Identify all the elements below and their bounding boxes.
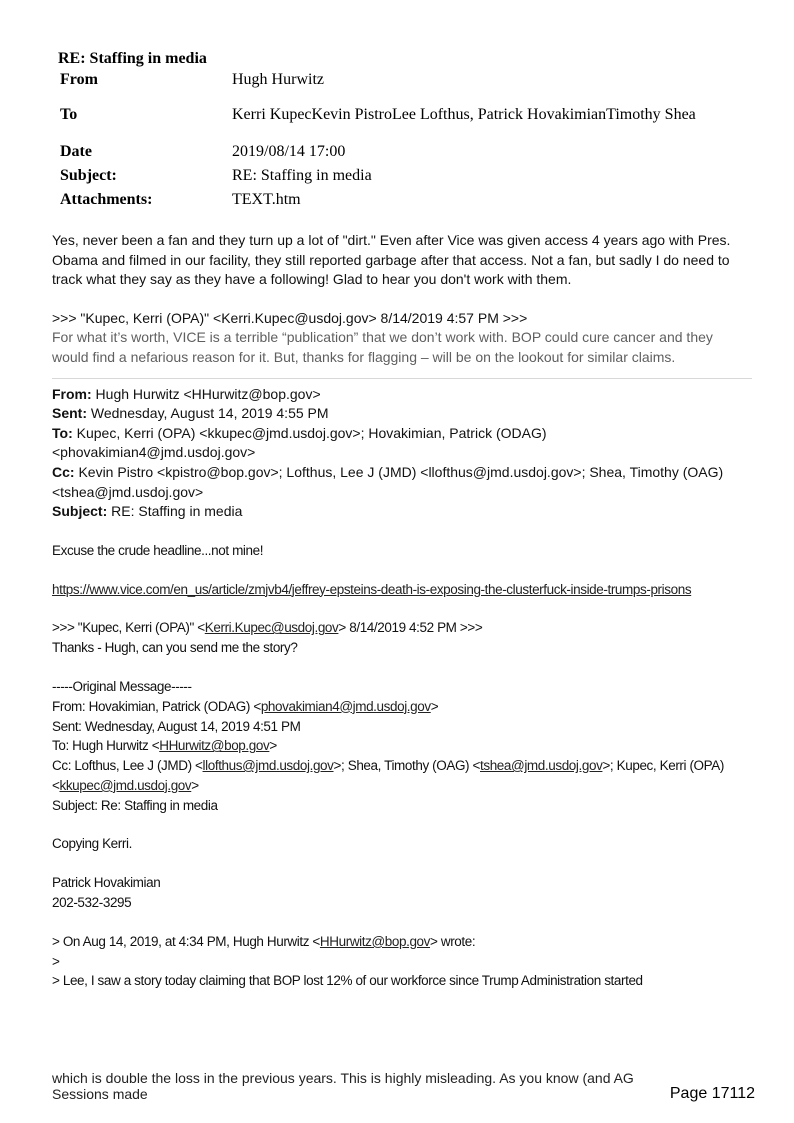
condensed-section bbox=[52, 522, 752, 992]
orig-cc-mid-1: >; Shea, Timothy (OAG) < bbox=[333, 758, 480, 774]
fwd-to-line bbox=[52, 424, 752, 463]
nested-wrote-suffix: > wrote: bbox=[430, 933, 476, 949]
signature-name: Patrick Hovakimian bbox=[52, 875, 161, 891]
email-title: RE: Staffing in media bbox=[58, 49, 207, 67]
q2-suffix: > 8/14/2019 4:52 PM >>> bbox=[338, 620, 483, 636]
nested-wrote-line bbox=[52, 932, 752, 952]
q2-prefix: >>> "Kupec, Kerri (OPA)" < bbox=[52, 620, 205, 636]
original-divider: -----Original Message----- bbox=[52, 678, 192, 694]
header-value-attachments: TEXT.htm bbox=[232, 190, 301, 208]
nested-wrote-prefix: > On Aug 14, 2019, at 4:34 PM, Hugh Hurwitz < bbox=[52, 933, 320, 949]
orig-subject-line: Subject: Re: Staffing in media bbox=[52, 797, 218, 813]
fwd-cc-label: Cc: bbox=[52, 463, 75, 480]
fwd-subject-value: RE: Staffing in media bbox=[107, 503, 243, 520]
orig-sent-line: Sent: Wednesday, August 14, 2019 4:51 PM bbox=[52, 718, 301, 734]
nested-hurwitz-email-link[interactable]: HHurwitz@bop.gov bbox=[319, 933, 431, 949]
orig-cc-email-link-2[interactable]: tshea@jmd.usdoj.gov bbox=[480, 758, 603, 774]
kupec-email-link[interactable]: Kerri.Kupec@usdoj.gov bbox=[204, 620, 339, 636]
header-row-subject bbox=[58, 163, 738, 187]
vice-article-link[interactable]: https://www.vice.com/en_us/article/zmjvb4/jeffrey-epsteins-death-is-exposing-the-clusterfuck-inside-trumps-prisons bbox=[52, 581, 692, 597]
reply-text: Yes, never been a fan and they turn up a lot of "dirt." Even after Vice was given access 4 years ago with Pres. Obama and filmed in our facility, they still reported garbage after that access. Not a fan, but sadly I do need to track what they say as they have a following! Glad to hear you don't work with them. bbox=[52, 232, 731, 288]
header-row-date bbox=[58, 139, 738, 163]
orig-body-line: Copying Kerri. bbox=[52, 836, 132, 852]
quote-text-kupec: For what it’s worth, VICE is a terrible “publication” that we don’t work with. BOP could cure cancer and they would find a nefarious reason for it. But, thanks for flagging – will be on the lookout for similar claims. bbox=[52, 329, 713, 365]
nested-line-1: > Lee, I saw a story today claiming that BOP lost 12% of our workforce since Trump Administration started bbox=[52, 973, 643, 989]
separator-line bbox=[52, 378, 752, 379]
orig-from-line bbox=[52, 697, 752, 717]
fwd-from-line bbox=[52, 385, 752, 405]
thanks-line: Thanks - Hugh, can you send me the story? bbox=[52, 640, 298, 656]
header-value-subject: RE: Staffing in media bbox=[232, 166, 372, 184]
header-row-from bbox=[58, 70, 738, 89]
cutoff-text-line bbox=[52, 1070, 652, 1102]
quote-header-kupec-457: >>> "Kupec, Kerri (OPA)" <Kerri.Kupec@usdoj.gov> 8/14/2019 4:57 PM >>> bbox=[52, 309, 528, 326]
orig-to-line bbox=[52, 736, 752, 756]
fwd-sent-value: Wednesday, August 14, 2019 4:55 PM bbox=[87, 405, 329, 422]
orig-cc-mid-2: >; Kupec, Kerri (OPA) < bbox=[52, 758, 724, 793]
fwd-from-label: From: bbox=[52, 385, 92, 402]
orig-from-email-link[interactable]: phovakimian4@jmd.usdoj.gov bbox=[260, 698, 431, 714]
orig-from-prefix: From: Hovakimian, Patrick (ODAG) < bbox=[52, 698, 261, 714]
header-row-attachments bbox=[58, 187, 738, 211]
fwd-cc-line bbox=[52, 463, 752, 502]
orig-to-suffix: > bbox=[269, 738, 277, 754]
orig-cc-suffix: > bbox=[191, 777, 199, 793]
page-number: Page 17112 bbox=[668, 1083, 757, 1105]
header-value-to: Kerri KupecKevin PistroLee Lofthus, Patrick HovakimianTimothy Shea bbox=[232, 105, 696, 123]
fwd-from-value: Hugh Hurwitz <HHurwitz@bop.gov> bbox=[91, 385, 321, 402]
excuse-line: Excuse the crude headline...not mine! bbox=[52, 542, 264, 558]
fwd-to-value: Kupec, Kerri (OPA) <kkupec@jmd.usdoj.gov>; Hovakimian, Patrick (ODAG) <phovakimian4@jmd.usdoj.gov> bbox=[52, 424, 547, 461]
orig-to-prefix: To: Hugh Hurwitz < bbox=[52, 738, 160, 754]
nested-blank-quote: > bbox=[52, 953, 60, 969]
orig-to-email-link[interactable]: HHurwitz@bop.gov bbox=[159, 738, 270, 754]
quote-header-kupec-452 bbox=[52, 618, 752, 638]
header-label-attachments: Attachments: bbox=[60, 190, 153, 208]
fwd-cc-value: Kevin Pistro <kpistro@bop.gov>; Lofthus, Lee J (JMD) <llofthus@jmd.usdoj.gov>; Shea, Timothy (OAG) <tshea@jmd.usdoj.gov> bbox=[52, 463, 724, 500]
orig-cc-email-link-3[interactable]: kkupec@jmd.usdoj.gov bbox=[59, 777, 192, 793]
header-label-date: Date bbox=[60, 142, 92, 160]
fwd-sent-label: Sent: bbox=[52, 405, 87, 422]
email-header-table bbox=[58, 46, 738, 211]
signature-phone: 202-532-3295 bbox=[52, 895, 132, 911]
fwd-subject-line bbox=[52, 502, 752, 522]
fwd-sent-line bbox=[52, 404, 752, 424]
email-body bbox=[52, 231, 752, 991]
header-row-to bbox=[58, 89, 738, 139]
fwd-subject-label: Subject: bbox=[52, 503, 108, 520]
orig-from-suffix: > bbox=[430, 698, 439, 714]
orig-cc-line bbox=[52, 756, 752, 796]
orig-cc-email-link-1[interactable]: llofthus@jmd.usdoj.gov bbox=[202, 758, 334, 774]
header-value-from: Hugh Hurwitz bbox=[232, 71, 324, 88]
header-label-from: From bbox=[60, 71, 98, 88]
header-label-to: To bbox=[60, 105, 78, 123]
header-value-date: 2019/08/14 17:00 bbox=[232, 142, 346, 160]
cutoff-text: which is double the loss in the previous years. This is highly misleading. As you know (and AG Sessions made bbox=[52, 1070, 634, 1102]
fwd-to-label: To: bbox=[52, 424, 73, 441]
orig-cc-prefix: Cc: Lofthus, Lee J (JMD) < bbox=[52, 758, 203, 774]
header-label-subject: Subject: bbox=[60, 166, 117, 184]
